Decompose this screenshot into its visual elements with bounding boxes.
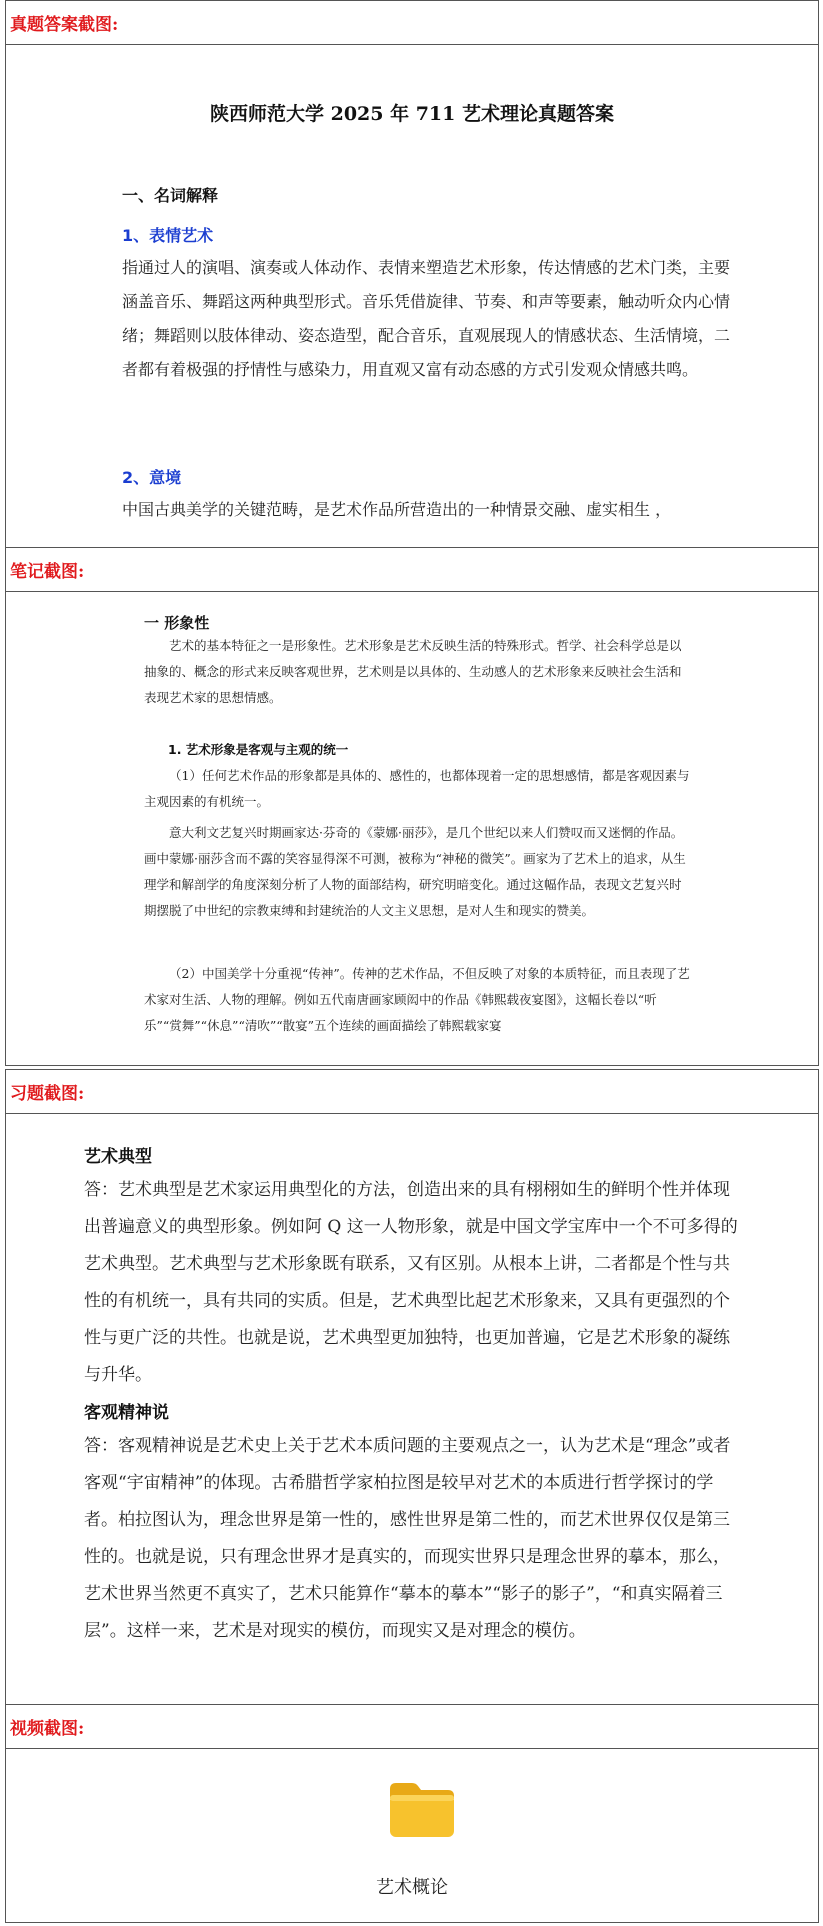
exercises-section-header: 习题截图:	[6, 1070, 818, 1114]
document-title: 陕西师范大学 2025 年 711 艺术理论真题答案	[209, 103, 614, 125]
video-content	[6, 1749, 818, 1922]
notes-subheading: 1. 艺术形象是客观与主观的统一	[168, 742, 349, 757]
folder-label[interactable]: 艺术概论	[376, 1877, 448, 1898]
notes-para-1: 艺术的基本特征之一是形象性。艺术形象是艺术反映生活的特殊形式。哲学、社会科学总是以抽象的、概念的形式来反映客观世界，艺术则是以具体的、生动感人的艺术形象来反映社会生活和表现艺术家的思想情感。	[144, 638, 682, 705]
exercise-heading-2: 客观精神说	[84, 1403, 169, 1423]
notes-para-4: （2）中国美学十分重视“传神”。传神的艺术作品，不但反映了对象的本质特征，而且表现了艺术家对生活、人物的理解。例如五代南唐画家顾闳中的作品《韩熙载夜宴图》，这幅长卷以“听乐”“赏舞”“休息”“清吹”“散宴”五个连续的画面描绘了韩熙载家宴	[144, 966, 690, 1033]
exercise-answer-1: 答：艺术典型是艺术家运用典型化的方法，创造出来的具有栩栩如生的鲜明个性并体现出普遍意义的典型形象。例如阿 Q 这一人物形象，就是中国文学宝库中一个不可多得的艺术典型。艺术典型与艺术形象既有联系，又有区别。从根本上讲，二者都是个性与共性的有机统一，具有共同的实质。但是，艺术典型比起艺术形象来，又具有更强烈的个性与更广泛的共性。也就是说，艺术典型更加独特，也更加普遍，它是艺术形象的凝练与升华。	[84, 1180, 738, 1385]
notes-content	[6, 592, 818, 1065]
notes-para-2: （1）任何艺术作品的形象都是具体的、感性的，也都体现着一定的思想感情，都是客观因素与主观因素的有机统一。	[144, 768, 690, 809]
folder-icon[interactable]	[386, 1779, 458, 1841]
answer-section-header: 真题答案截图:	[6, 1, 818, 45]
answer-section	[5, 0, 819, 548]
exercise-heading-1: 艺术典型	[84, 1147, 152, 1167]
part-heading: 一、名词解释	[122, 186, 219, 205]
exercise-answer-2: 答：客观精神说是艺术史上关于艺术本质问题的主要观点之一，认为艺术是“理念”或者客观“宇宙精神”的体现。古希腊哲学家柏拉图是较早对艺术的本质进行哲学探讨的学者。柏拉图认为，理念世界是第一性的，感性世界是第二性的，而艺术世界仅仅是第三性的。也就是说，只有理念世界才是真实的，而现实世界只是理念世界的摹本，那么，艺术世界当然更不真实了，艺术只能算作“摹本的摹本”“影子的影子”，“和真实隔着三层”。这样一来，艺术是对现实的模仿，而现实又是对理念的模仿。	[84, 1436, 731, 1641]
term2-heading: 2、意境	[122, 468, 182, 487]
term1-heading: 1、表情艺术	[122, 226, 214, 245]
notes-heading: 一 形象性	[144, 614, 210, 632]
exercises-content	[6, 1114, 818, 1704]
video-section	[5, 1704, 819, 1923]
answer-content	[6, 45, 818, 547]
term1-text: 指通过人的演唱、演奏或人体动作、表情来塑造艺术形象，传达情感的艺术门类，主要涵盖音乐、舞蹈这两种典型形式。音乐凭借旋律、节奏、和声等要素，触动听众内心情绪；舞蹈则以肢体律动、姿态造型，配合音乐，直观展现人的情感状态、生活情境，二者都有着极强的抒情性与感染力，用直观又富有动态感的方式引发观众情感共鸣。	[122, 258, 731, 379]
term2-text: 中国古典美学的关键范畴，是艺术作品所营造出的一种情景交融、虚实相生 ，	[122, 500, 672, 519]
video-section-header: 视频截图:	[6, 1705, 818, 1749]
notes-section-header: 笔记截图:	[6, 548, 818, 592]
exercises-section	[5, 1069, 819, 1705]
notes-para-3: 意大利文艺复兴时期画家达·芬奇的《蒙娜·丽莎》，是几个世纪以来人们赞叹而又迷惘的作品。画中蒙娜·丽莎含而不露的笑容显得深不可测，被称为“神秘的微笑”。画家为了艺术上的追求，从生理学和解剖学的角度深刻分析了人物的面部结构，研究明暗变化。通过这幅作品，表现文艺复兴时期摆脱了中世纪的宗教束缚和封建统治的人文主义思想，是对人生和现实的赞美。	[144, 825, 686, 918]
notes-section	[5, 547, 819, 1066]
